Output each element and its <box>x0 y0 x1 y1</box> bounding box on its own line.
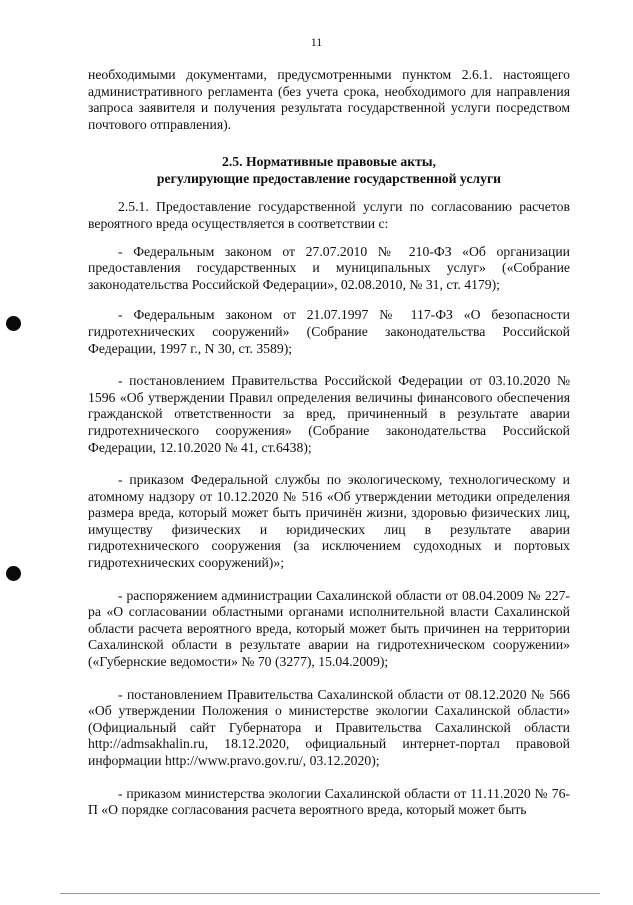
section-title-line-1: 2.5. Нормативные правовые акты, <box>222 154 436 170</box>
section-heading <box>88 153 570 187</box>
list-item: - Федеральным законом от 21.07.1997 № 117-ФЗ «О безопасности гидротехнических сооружений» (Собрание законодательства Российской Федерации, 1997 г., N 30, ст. 3589); <box>88 307 570 356</box>
scan-edge-line <box>60 893 600 894</box>
list-item: - приказом Федеральной службы по экологическому, технологическому и атомному надзору от 10.12.2020 № 516 «Об утверждении методики определения размера вреда, который может быть причинён жизни, здоровью физических лиц, имуществу физических и юридических лиц в результате аварии гидротехнического сооружения (за исключением судоходных и портовых гидротехнических сооружений)»; <box>88 472 570 571</box>
page-number: 11 <box>310 35 323 49</box>
list-item: - приказом министерства экологии Сахалинской области от 11.11.2020 № 76-П «О порядке согласования расчета вероятного вреда, который может быть <box>88 785 570 818</box>
section-title-line-2: регулирующие предоставление государственной услуги <box>156 171 502 187</box>
section-intro: 2.5.1. Предоставление государственной услуги по согласованию расчетов вероятного вреда осуществляется в соответствии с: <box>88 199 570 231</box>
list-item: - Федеральным законом от 27.07.2010 № 210-ФЗ «Об организации предоставления государственных и муниципальных услуг» («Собрание законодательства Российской Федерации», 02.08.2010, № 31, ст. 4179); <box>88 243 570 292</box>
binder-hole <box>6 566 21 581</box>
list-item: - распоряжением администрации Сахалинской области от 08.04.2009 № 227-ра «О согласовании областными органами исполнительной власти Сахалинской области расчета вероятного вреда, который может быть причинен на территории Сахалинской области в результате аварии на гидротехническом сооружении» («Губернские ведомости» № 70 (3277), 15.04.2009); <box>88 587 570 670</box>
binder-hole <box>6 316 21 331</box>
list-item: - постановлением Правительства Российской Федерации от 03.10.2020 № 1596 «Об утверждении Правил определения величины финансового обеспечения гражданской ответственности за вред, причиненный в результате аварии гидротехнического сооружения» (Собрание законодательства Российской Федерации, 12.10.2020 № 41, ст.6438); <box>88 373 570 455</box>
opening-paragraph: необходимыми документами, предусмотренными пунктом 2.6.1. настоящего административного регламента (без учета срока, необходимого для направления запроса заявителя и получения результата государственной услуги посредством почтового отправления). <box>88 67 570 132</box>
list-item: - постановлением Правительства Сахалинской области от 08.12.2020 № 566 «Об утверждении Положения о министерстве экологии Сахалинской области» (Официальный сайт Губернатора и Правительства Сахалинской области http://admsakhalin.ru, 18.12.2020, официальный интернет-портал правовой информации http://www.pravo.gov.ru/, 03.12.2020); <box>88 686 570 768</box>
document-body <box>88 67 570 833</box>
